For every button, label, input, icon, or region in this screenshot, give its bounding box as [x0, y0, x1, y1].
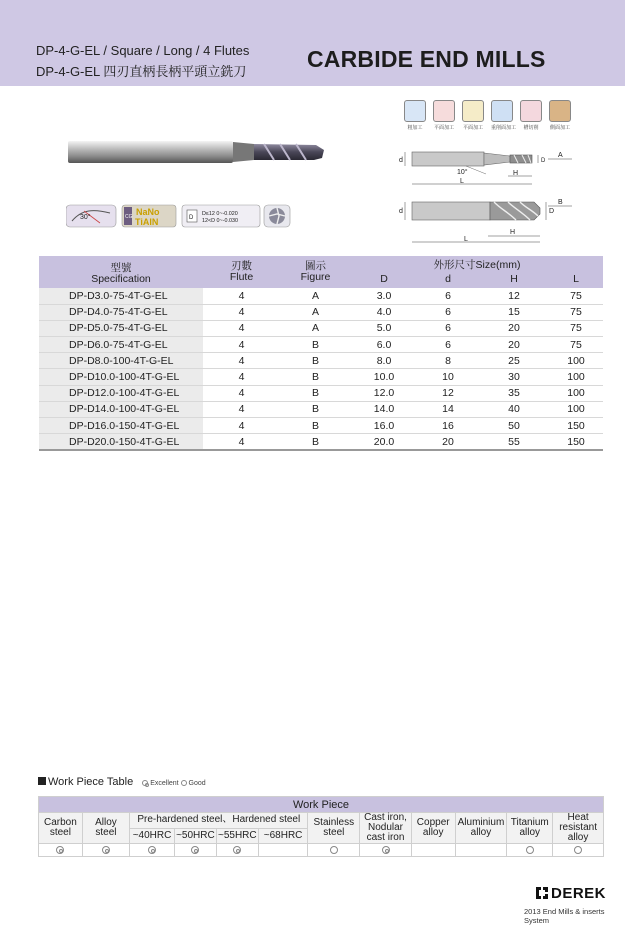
cell-spec: DP-D3.0-75-4T-G-EL	[39, 288, 203, 304]
cell-d: 4.0	[351, 304, 417, 320]
heavy-cut-icon	[491, 100, 513, 122]
machining-icons-row	[404, 100, 582, 136]
rating-cell	[360, 844, 412, 857]
excellent-circle-icon	[148, 846, 156, 854]
cell-spec: DP-D10.0-100-4T-G-EL	[39, 369, 203, 385]
helix-angle-icon	[66, 205, 116, 227]
helix-angle-label: 30°	[80, 214, 91, 221]
machining-item	[433, 100, 455, 131]
product-subtitle-cn: DP-4-G-EL 四刃直柄長柄平頭立銑刀	[36, 64, 247, 79]
excellent-circle-icon	[191, 846, 199, 854]
cell-d: 10	[417, 369, 479, 385]
derek-logo-icon	[536, 887, 548, 899]
good-circle-icon	[330, 846, 338, 854]
flute-header-en: Flute	[229, 271, 254, 283]
dim-L-label-a: L	[460, 178, 464, 185]
cell-figure: B	[280, 418, 351, 434]
material-header: Stainless steel	[308, 813, 360, 844]
cell-figure: A	[280, 304, 351, 320]
cell-spec: DP-D4.0-75-4T-G-EL	[39, 304, 203, 320]
header-band	[0, 0, 625, 86]
drawing-figure-a	[390, 140, 580, 190]
col-H-header: H	[479, 271, 549, 288]
machining-item	[404, 100, 426, 131]
cell-figure: A	[280, 320, 351, 336]
cell-l: 75	[549, 337, 603, 353]
cell-h: 30	[479, 369, 549, 385]
excellent-circle-icon	[142, 780, 148, 786]
cell-h: 12	[479, 288, 549, 304]
spec-header-cn: 型號	[110, 262, 132, 274]
four-flute-cross-section-icon	[264, 205, 290, 227]
brand-logo	[536, 885, 606, 902]
cell-d: 14.0	[351, 401, 417, 417]
cell-d: 3.0	[351, 288, 417, 304]
cell-l: 150	[549, 434, 603, 450]
excellent-circle-icon	[382, 846, 390, 854]
rating-cell	[308, 844, 360, 857]
cell-l: 100	[549, 401, 603, 417]
rating-cell	[130, 844, 175, 857]
table-row	[39, 369, 603, 385]
figure-header	[280, 256, 351, 288]
cell-spec: DP-D20.0-150-4T-G-EL	[39, 434, 203, 450]
spec-badges	[66, 203, 294, 231]
cell-spec: DP-D5.0-75-4T-G-EL	[39, 320, 203, 336]
work-piece-section-label: Work Piece Table	[48, 776, 134, 788]
cell-h: 55	[479, 434, 549, 450]
cell-figure: B	[280, 401, 351, 417]
cell-d: 6	[417, 337, 479, 353]
cell-flute: 4	[203, 369, 280, 385]
work-piece-table-title: Work Piece	[39, 797, 604, 813]
figure-header-en: Figure	[300, 271, 331, 283]
tolerance-line1: D≤12 0~-0.020	[202, 211, 238, 217]
cell-figure: B	[280, 434, 351, 450]
wave-icon	[404, 100, 426, 122]
cell-flute: 4	[203, 288, 280, 304]
cell-flute: 4	[203, 385, 280, 401]
rating-cell	[553, 844, 604, 857]
angle-label: 10°	[457, 169, 468, 176]
dim-L-label-b: L	[464, 236, 468, 243]
material-header: Copper alloy	[411, 813, 455, 844]
col-d-header: d	[417, 271, 479, 288]
cell-figure: B	[280, 337, 351, 353]
cell-d: 12.0	[351, 385, 417, 401]
good-circle-icon	[574, 846, 582, 854]
hardness-header: ~40HRC	[130, 828, 175, 844]
machining-label: 粗加工	[407, 125, 423, 131]
dim-H-label-b: H	[510, 229, 516, 236]
dim-D-label-a: D	[541, 158, 546, 164]
legend-excellent: Excellent	[150, 780, 179, 787]
machining-label: 槽切削	[523, 125, 539, 131]
dim-H-label-a: H	[513, 170, 519, 177]
tolerance-line2: 12<D 0~-0.030	[202, 218, 238, 224]
machining-item	[520, 100, 542, 131]
cell-d: 20	[417, 434, 479, 450]
table-row	[39, 337, 603, 353]
rating-cell	[411, 844, 455, 857]
cell-d: 14	[417, 401, 479, 417]
table-row	[39, 401, 603, 417]
hardness-header: ~55HRC	[216, 828, 258, 844]
end-mill-photo-icon	[66, 132, 328, 172]
cell-l: 75	[549, 304, 603, 320]
cell-l: 150	[549, 418, 603, 434]
cell-spec: DP-D12.0-100-4T-G-EL	[39, 385, 203, 401]
footer-note: 2013 End Mills & inserts System	[524, 907, 605, 925]
table-row	[39, 304, 603, 320]
brand-name: DEREK	[551, 885, 607, 902]
cell-flute: 4	[203, 434, 280, 450]
material-header: Heat resistant alloy	[553, 813, 604, 844]
face-milling-icon	[433, 100, 455, 122]
cell-d: 6	[417, 320, 479, 336]
machining-label: 平面加工	[433, 125, 454, 131]
legend-good: Good	[188, 780, 206, 787]
cell-d: 12	[417, 385, 479, 401]
dim-d-label-b: d	[399, 208, 403, 215]
cell-d: 6.0	[351, 337, 417, 353]
excellent-circle-icon	[233, 846, 241, 854]
cell-l: 100	[549, 353, 603, 369]
rating-cell	[39, 844, 83, 857]
tolerance-badge	[182, 205, 260, 227]
cell-figure: B	[280, 353, 351, 369]
coating-badge	[122, 205, 176, 227]
cell-flute: 4	[203, 401, 280, 417]
cell-l: 100	[549, 369, 603, 385]
cell-l: 75	[549, 288, 603, 304]
good-circle-icon	[526, 846, 534, 854]
rating-cell	[216, 844, 258, 857]
cell-spec: DP-D14.0-100-4T-G-EL	[39, 401, 203, 417]
specification-table	[39, 256, 603, 451]
material-header: Carbon steel	[39, 813, 83, 844]
col-D-header: D	[351, 271, 417, 288]
work-piece-section-title	[38, 776, 206, 788]
page-title: CARBIDE END MILLS	[307, 46, 546, 72]
figure-header-cn: 圖示	[305, 260, 326, 272]
cell-h: 50	[479, 418, 549, 434]
cell-figure: A	[280, 288, 351, 304]
cell-spec: DP-D16.0-150-4T-G-EL	[39, 418, 203, 434]
spec-header-en: Specification	[91, 273, 151, 285]
spec-header	[39, 256, 203, 288]
cell-d: 6	[417, 304, 479, 320]
cell-h: 15	[479, 304, 549, 320]
excellent-circle-icon	[102, 846, 110, 854]
cell-h: 20	[479, 337, 549, 353]
table-row	[39, 418, 603, 434]
cell-d: 8	[417, 353, 479, 369]
cell-h: 40	[479, 401, 549, 417]
rating-cell	[455, 844, 507, 857]
material-header: Titanium alloy	[507, 813, 553, 844]
cell-flute: 4	[203, 320, 280, 336]
machining-item	[491, 100, 517, 131]
coating-line1: NaNo	[136, 207, 160, 217]
table-row	[39, 353, 603, 369]
flute-header	[203, 256, 280, 288]
rating-cell	[82, 844, 129, 857]
dim-D-label-b: D	[549, 208, 555, 215]
slot-icon	[462, 100, 484, 122]
table-row	[39, 385, 603, 401]
coating-line2: TiAlN	[135, 217, 159, 227]
cell-figure: B	[280, 385, 351, 401]
machining-label: 平面加工	[462, 125, 483, 131]
hardness-header: ~68HRC	[258, 828, 308, 844]
rating-legend	[142, 780, 205, 787]
cell-d: 10.0	[351, 369, 417, 385]
table-row	[39, 320, 603, 336]
cell-flute: 4	[203, 418, 280, 434]
side-milling-icon	[549, 100, 571, 122]
machining-item	[462, 100, 484, 131]
size-group-header: 外形尺寸Size(mm)	[351, 256, 603, 271]
cell-d: 6	[417, 288, 479, 304]
machining-label: 重削面加工	[491, 125, 517, 131]
cell-d: 8.0	[351, 353, 417, 369]
cell-h: 35	[479, 385, 549, 401]
rating-cell	[507, 844, 553, 857]
cell-spec: DP-D6.0-75-4T-G-EL	[39, 337, 203, 353]
excellent-circle-icon	[56, 846, 64, 854]
cell-flute: 4	[203, 337, 280, 353]
good-circle-icon	[181, 780, 187, 786]
cell-figure: B	[280, 369, 351, 385]
cell-d: 16.0	[351, 418, 417, 434]
bullet-square-icon	[38, 777, 46, 785]
cell-l: 75	[549, 320, 603, 336]
flute-header-cn: 刃數	[231, 260, 252, 272]
material-header: Cast iron, Nodular cast iron	[360, 813, 412, 844]
dim-d-label-a: d	[399, 157, 403, 164]
tolerance-d-label: D	[189, 215, 194, 221]
product-subtitle-en: DP-4-G-EL / Square / Long / 4 Flutes	[36, 43, 250, 58]
cell-d: 16	[417, 418, 479, 434]
material-header: Alloy steel	[82, 813, 129, 844]
material-header: Aluminium alloy	[455, 813, 507, 844]
groove-icon	[520, 100, 542, 122]
cell-l: 100	[549, 385, 603, 401]
figure-a-label: A	[558, 152, 563, 159]
table-row	[39, 288, 603, 304]
hardness-header: ~50HRC	[174, 828, 216, 844]
cell-flute: 4	[203, 304, 280, 320]
cell-d: 20.0	[351, 434, 417, 450]
rating-cell	[258, 844, 308, 857]
work-piece-table	[38, 796, 604, 857]
machining-item	[549, 100, 571, 131]
hardened-steel-group-header: Pre-hardened steel、Hardened steel	[130, 813, 308, 829]
cell-flute: 4	[203, 353, 280, 369]
machining-label: 側面加工	[549, 125, 570, 131]
cell-h: 20	[479, 320, 549, 336]
col-L-header: L	[549, 271, 603, 288]
cell-d: 5.0	[351, 320, 417, 336]
cell-h: 25	[479, 353, 549, 369]
table-row	[39, 434, 603, 450]
figure-b-label: B	[558, 199, 563, 206]
rating-cell	[174, 844, 216, 857]
coating-side-label: CG	[125, 214, 133, 220]
drawing-figure-b	[390, 196, 580, 248]
cell-spec: DP-D8.0-100-4T-G-EL	[39, 353, 203, 369]
